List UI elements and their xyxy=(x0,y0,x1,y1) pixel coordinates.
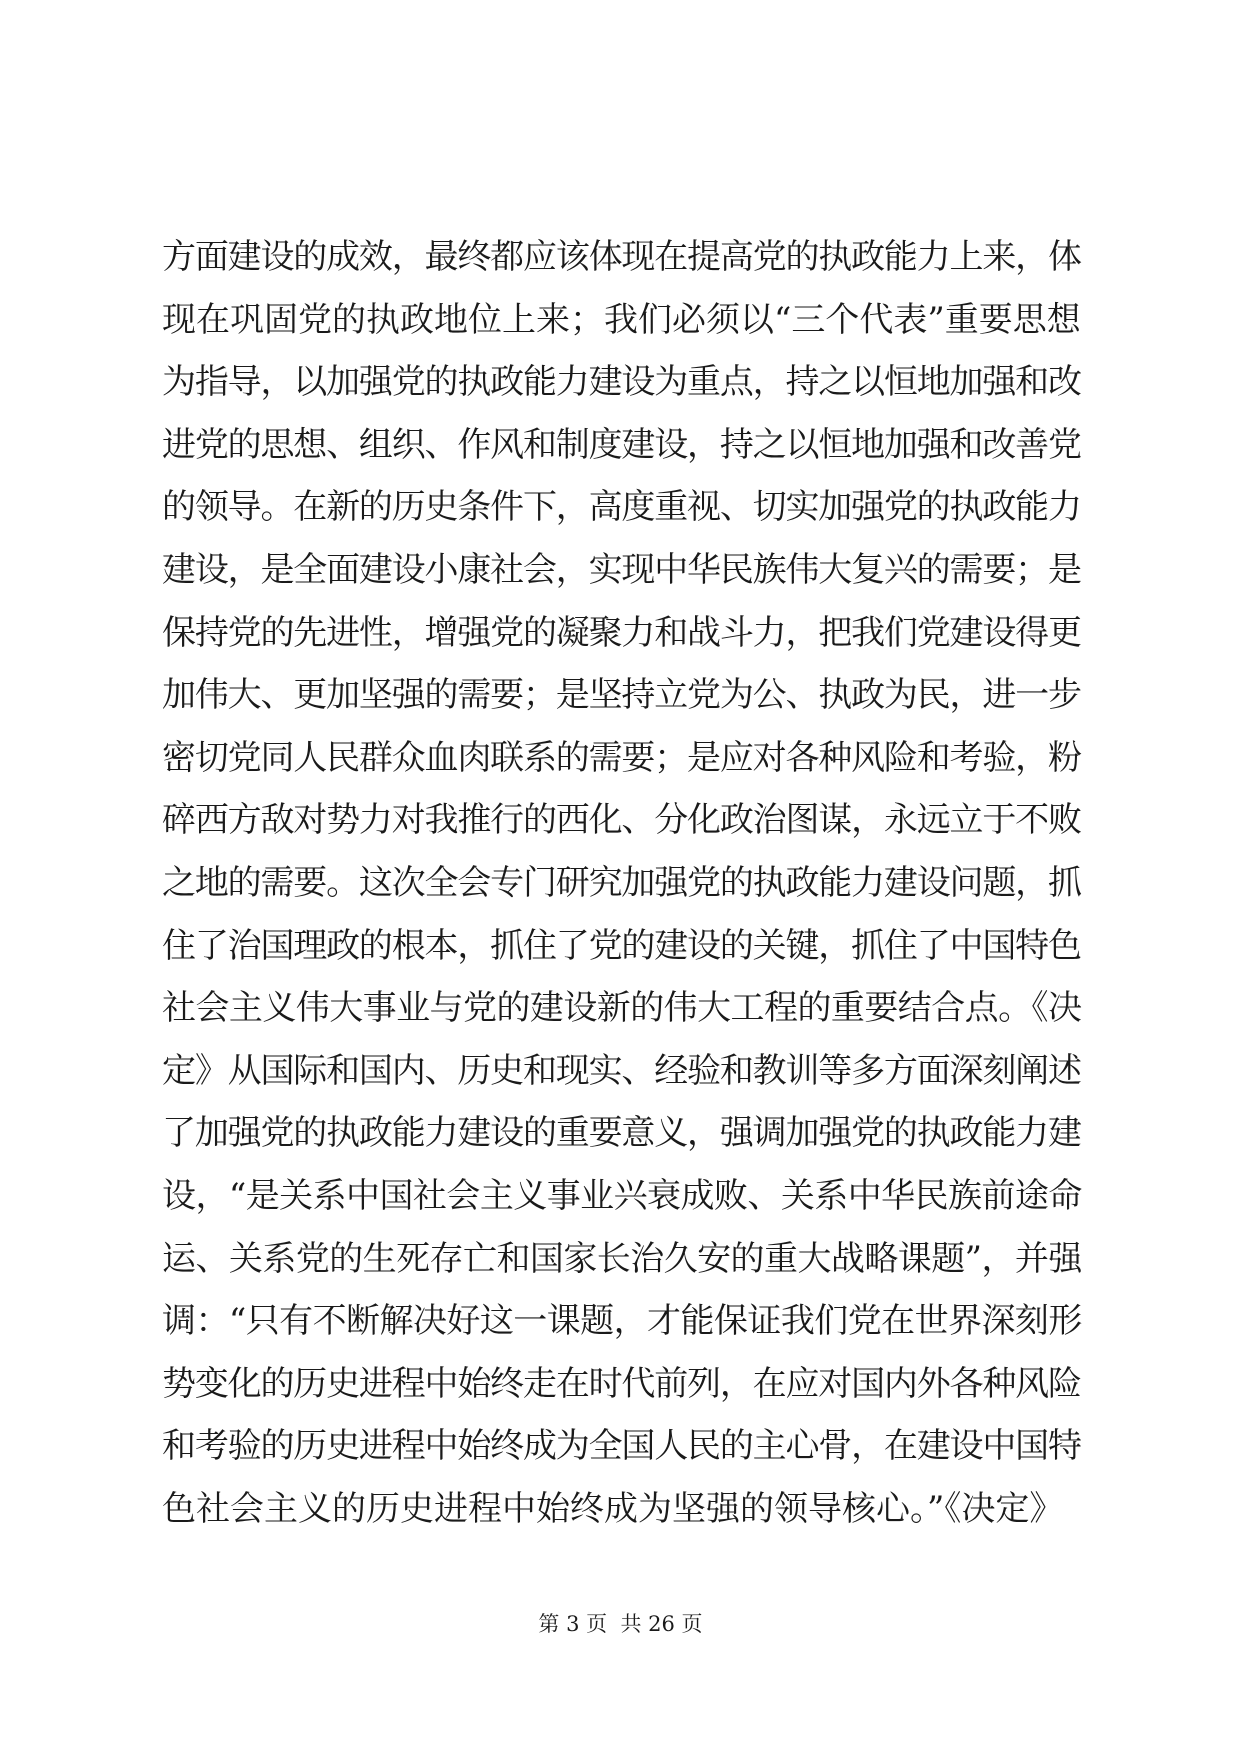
text-line: 社会主义伟大事业与党的建设新的伟大工程的重要结合点。《决 xyxy=(162,988,1082,1029)
text-line: 住了治国理政的根本，抓住了党的建设的关键，抓住了中国特色 xyxy=(162,925,1081,966)
text-line: 了加强党的执政能力建设的重要意义，强调加强党的执政能力建 xyxy=(162,1113,1081,1154)
text-line: 的领导。在新的历史条件下，高度重视、切实加强党的执政能力 xyxy=(162,487,1081,528)
text-line: 调：“只有不断解决好这一课题，才能保证我们党在世界深刻形 xyxy=(162,1301,1082,1342)
text-line: 运、关系党的生死存亡和国家长治久安的重大战略课题”，并强 xyxy=(162,1238,1082,1279)
text-line: 建设，是全面建设小康社会，实现中华民族伟大复兴的需要；是 xyxy=(162,549,1081,590)
text-line: 势变化的历史进程中始终走在时代前列，在应对国内外各种风险 xyxy=(162,1363,1081,1404)
text-line: 碎西方敌对势力对我推行的西化、分化政治图谋，永远立于不败 xyxy=(162,800,1081,841)
page-footer xyxy=(0,1608,1241,1638)
text-line: 色社会主义的历史进程中始终成为坚强的领导核心。”《决定》 xyxy=(162,1488,1064,1529)
text-line: 进党的思想、组织、作风和制度建设，持之以恒地加强和改善党 xyxy=(162,424,1081,465)
text-line: 现在巩固党的执政地位上来；我们必须以“三个代表”重要思想 xyxy=(162,299,1081,340)
text-line: 之地的需要。这次全会专门研究加强党的执政能力建设问题，抓 xyxy=(162,862,1081,903)
text-line: 保持党的先进性，增强党的凝聚力和战斗力，把我们党建设得更 xyxy=(162,612,1081,653)
body-paragraph xyxy=(162,226,1082,1540)
text-line: 设，“是关系中国社会主义事业兴衰成败、关系中华民族前途命 xyxy=(162,1175,1082,1216)
text-line: 密切党同人民群众血肉联系的需要；是应对各种风险和考验，粉 xyxy=(162,737,1081,778)
text-line: 加伟大、更加坚强的需要；是坚持立党为公、执政为民，进一步 xyxy=(162,675,1081,716)
text-line: 定》从国际和国内、历史和现实、经验和教训等多方面深刻阐述 xyxy=(162,1050,1081,1091)
text-line: 方面建设的成效，最终都应该体现在提高党的执政能力上来，体 xyxy=(162,237,1081,277)
text-line: 为指导，以加强党的执政能力建设为重点，持之以恒地加强和改 xyxy=(162,362,1081,403)
text-line: 和考验的历史进程中始终成为全国人民的主心骨，在建设中国特 xyxy=(162,1426,1081,1467)
page-number-label: 第 3 页 共 26 页 xyxy=(538,1612,703,1636)
